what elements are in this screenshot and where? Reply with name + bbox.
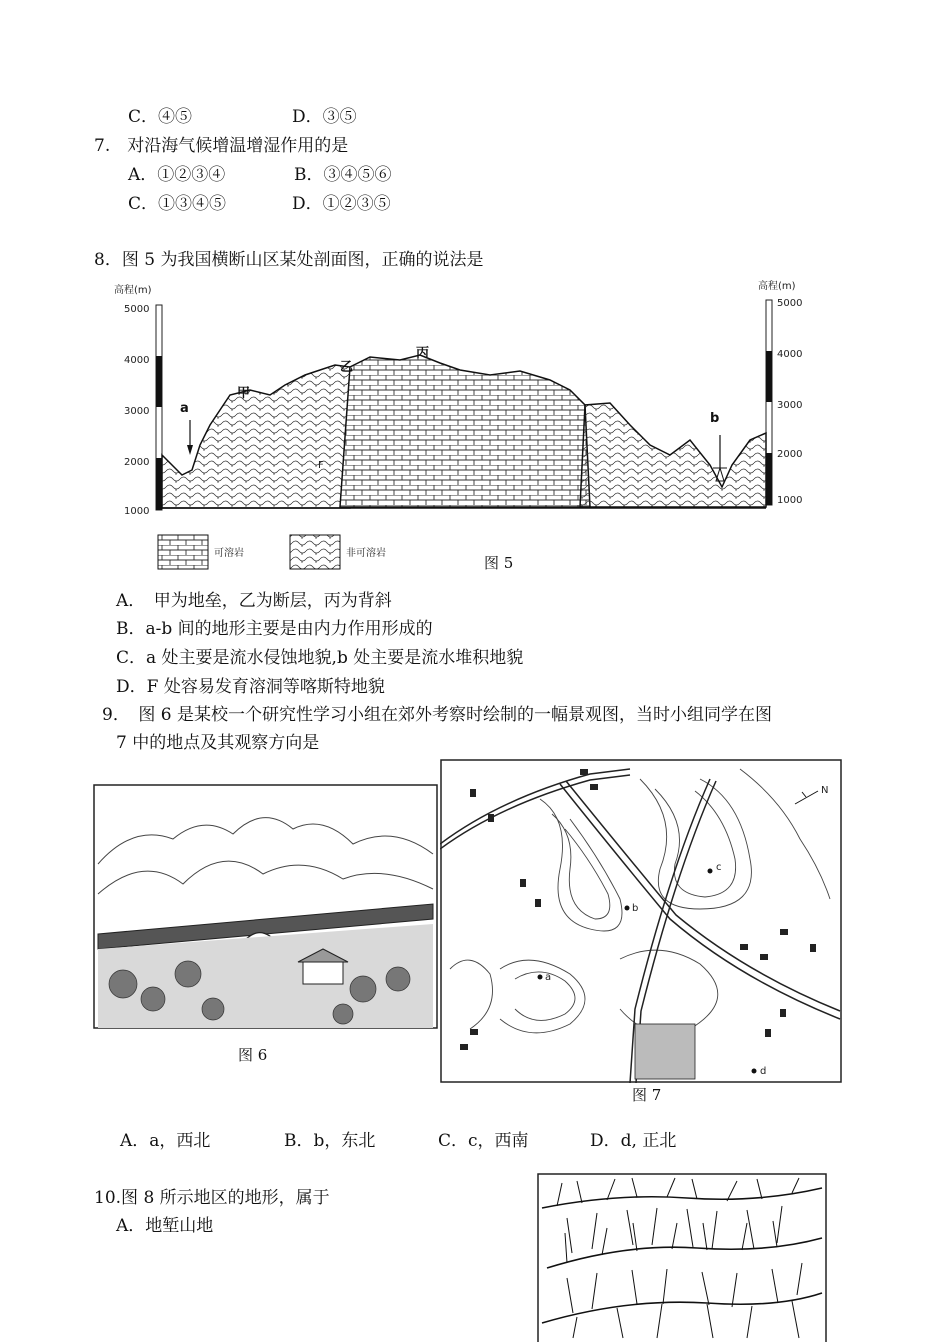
figure-8-drainage-map <box>537 1173 827 1342</box>
q10-stem: 10.图 8 所示地区的地形，属于 <box>94 1188 330 1208</box>
q7-option-b: B．③④⑤⑥ <box>294 165 392 185</box>
q7-option-c: C．①③④⑤ <box>128 194 227 214</box>
q7-option-d: D．①②③⑤ <box>292 194 391 214</box>
legend-insoluble-swatch <box>290 535 340 569</box>
right-tick-1000: 1000 <box>777 495 803 506</box>
figure-7-caption: 图 7 <box>632 1086 662 1104</box>
right-tick-5000: 5000 <box>777 298 803 309</box>
q9-option-b: B．b，东北 <box>284 1131 376 1151</box>
left-tick-1000: 1000 <box>124 506 150 517</box>
point-a-marker <box>187 445 193 455</box>
map-point-a: a <box>545 972 552 983</box>
label-bing: 丙 <box>416 346 430 361</box>
left-axis-title: 高程(m) <box>114 285 152 296</box>
label-f: F <box>318 460 324 471</box>
legend-soluble-swatch <box>158 535 208 569</box>
right-tick-2000: 2000 <box>777 449 803 460</box>
legend-insoluble-label: 非可溶岩 <box>346 548 386 559</box>
q8-option-d: D．F 处容易发育溶洞等喀斯特地貌 <box>116 677 385 697</box>
label-yi: 乙 <box>340 360 354 375</box>
left-tick-2000: 2000 <box>124 457 150 468</box>
figure-5-caption: 图 5 <box>484 554 514 572</box>
right-tick-4000: 4000 <box>777 349 803 360</box>
q9-option-a: A．a，西北 <box>120 1131 211 1151</box>
q9-option-d: D．d, 正北 <box>590 1131 677 1151</box>
left-tick-5000: 5000 <box>124 304 150 315</box>
north-label: N <box>821 785 829 796</box>
right-axis-title: 高程(m) <box>758 281 796 292</box>
map-point-b: b <box>632 903 639 914</box>
q7-stem: 7. 对沿海气候增温增湿作用的是 <box>94 136 349 156</box>
left-tick-3000: 3000 <box>124 406 150 417</box>
left-tick-4000: 4000 <box>124 355 150 366</box>
q8-option-a: A． 甲为地垒，乙为断层，丙为背斜 <box>116 591 392 611</box>
terrain-soluble-rock <box>340 355 590 507</box>
figure-7-topographic-map <box>440 759 842 1083</box>
point-b-label: b <box>710 411 720 426</box>
q7-option-a: A．①②③④ <box>128 165 226 185</box>
legend-soluble-label: 可溶岩 <box>214 548 244 559</box>
figure-5-cross-section <box>110 275 820 575</box>
map-point-c: c <box>716 862 722 873</box>
q8-option-b: B．a-b 间的地形主要是由内力作用形成的 <box>116 619 433 639</box>
q9-stem-line-1: 9． 图 6 是某校一个研究性学习小组在郊外考察时绘制的一幅景观图，当时小组同学在图 <box>102 705 772 725</box>
q8-option-c: C．a 处主要是流水侵蚀地貌,b 处主要是流水堆积地貌 <box>116 648 524 668</box>
q9-stem-line-2: 7 中的地点及其观察方向是 <box>116 733 320 753</box>
q9-option-c: C．c，西南 <box>438 1131 529 1151</box>
q10-option-a: A．地堑山地 <box>116 1216 214 1236</box>
point-a-label: a <box>180 401 189 416</box>
label-jia: 甲 <box>237 386 251 401</box>
map-point-d: d <box>760 1066 767 1077</box>
right-tick-3000: 3000 <box>777 400 803 411</box>
hatched-area <box>635 1024 695 1079</box>
figure-6-caption: 图 6 <box>238 1046 268 1064</box>
q8-stem: 8．图 5 为我国横断山区某处剖面图，正确的说法是 <box>94 250 484 270</box>
q6-option-c: C．④⑤ <box>128 107 193 127</box>
figure-6-landscape-sketch <box>93 784 438 1029</box>
q6-option-d: D．③⑤ <box>292 107 357 127</box>
terrain-insoluble-rock-right <box>580 403 766 507</box>
